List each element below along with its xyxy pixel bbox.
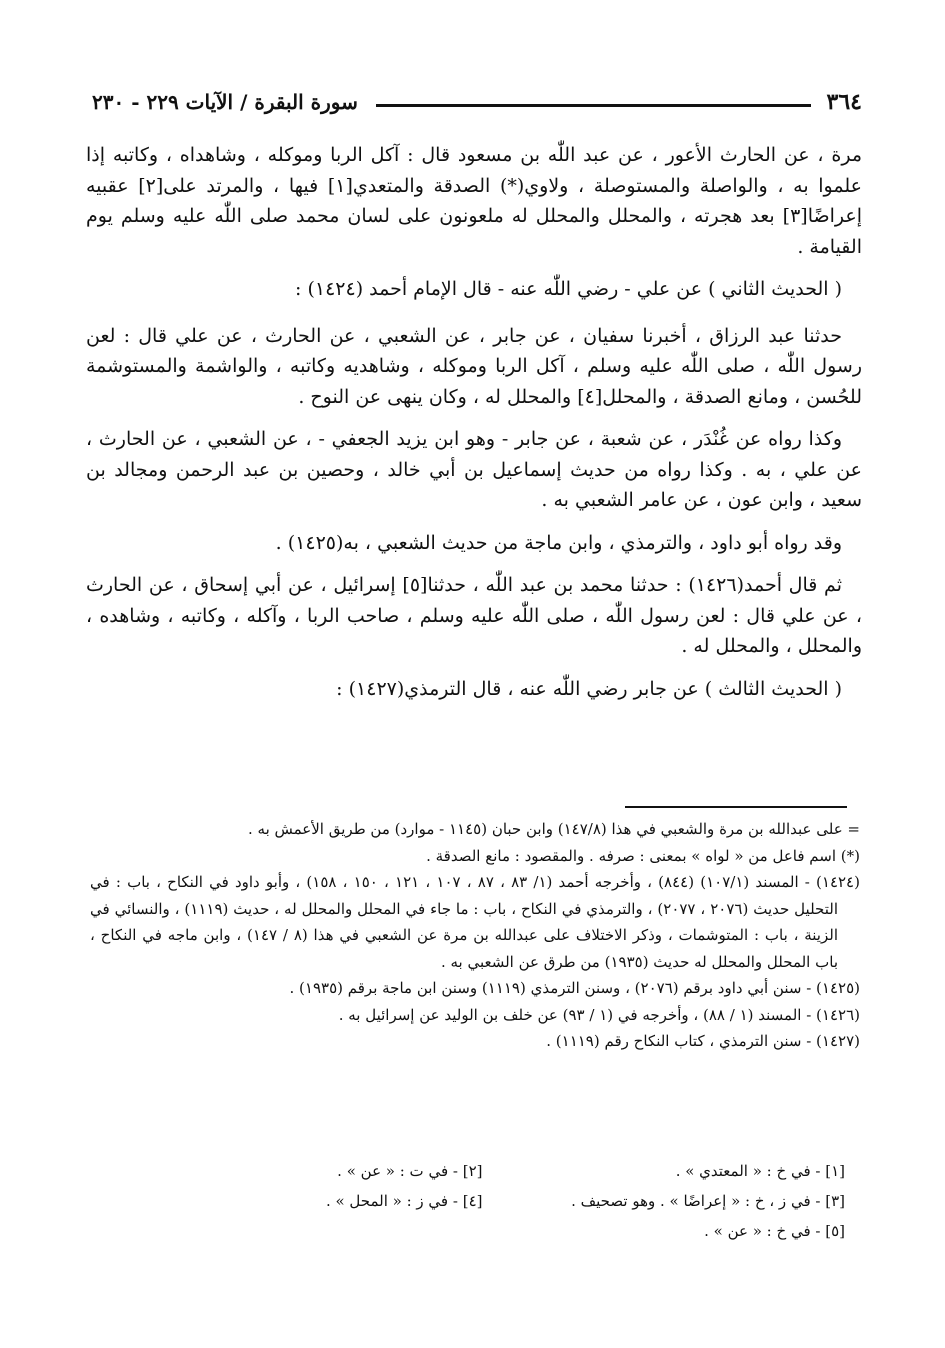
variant-row — [120, 1186, 845, 1216]
variant-note: [٤] - في ز : « المحل » . — [325, 1192, 483, 1210]
variant-row — [120, 1216, 845, 1246]
footnote-rule — [625, 806, 847, 808]
variant-note: [١] - في خ : « المعتدي » . — [675, 1162, 845, 1180]
running-header — [92, 84, 862, 120]
paragraph-narrators: وقد رواه أبو داود ، والترمذي ، وابن ماجة من حديث الشعبي ، به(١٤٢٥) . — [275, 531, 842, 554]
page-number: ٣٦٤ — [826, 89, 862, 115]
main-text — [86, 140, 862, 720]
paragraph-hadith-2: حدثنا عبد الرزاق ، أخبرنا سفيان ، عن جابر ، عن الشعبي ، عن الحارث ، عن علي قال : لعن رسول اللّٰه ، صلى اللّٰه عليه وسلم ، آكل الربا وموكله ، وشاهديه وكاتبه ، والواشمة والمستوشمة للحُسن ، ومانع الصدقة ، والمحلل[٤] والمحلل له ، وكان ينهى عن النوح . — [86, 324, 862, 408]
footnote: (١٤٢٤) - المسند (١٠٧/١) (٨٤٤) ، وأخرجه أحمد (١/ ٨٣ ، ٨٧ ، ١٠٧ ، ١٢١ ، ١٥٠ ، ١٥٨) ، وأبو داود في النكاح ، باب : في التحليل حديث (٢٠٧٦ ، ٢٠٧٧) ، والترمذي في النكاح ، باب : ما جاء في المحلل والمحلل له ، حديث (١١١٩) ، والنسائي في الزينة ، باب : المتوشمات ، وذكر الاختلاف على عبدالله بن مرة عن الشعبي في هذا (٨ / ١٤٧) ، وابن ماجه في النكاح ، باب المحلل والمحلل له حديث (١٩٣٥) من طرق عن الشعبي به . — [90, 873, 860, 971]
paragraph-continuation: مرة ، عن الحارث الأعور ، عن عبد اللّٰه بن مسعود قال : آكل الربا وموكله ، وشاهداه ، وكاتبه إذا علموا به ، والواصلة والمستوصلة ، ولاوي(*) الصدقة والمتعدي[١] فيها ، والمرتد على[٢] عقبيه إعراضًا[٣] بعد هجرته ، والمحلل والمحلل له ملعونون على لسان محمد صلى اللّٰه عليه وسلم يوم القيامة . — [86, 144, 862, 258]
footnote: (١٤٢٧) - سنن الترمذي ، كتاب النكاح رقم (١١١٩) . — [546, 1032, 860, 1050]
footnotes — [90, 816, 860, 1055]
footnote: (١٤٢٥) - سنن أبي داود برقم (٢٠٧٦) ، وسنن الترمذي (١١١٩) وسنن ابن ماجة برقم (١٩٣٥) . — [289, 979, 860, 997]
footnote: = على عبدالله بن مرة والشعبي في هذا (١٤٧/٨) وابن حبان (١١٤٥ - موارد) من طريق الأعمش به . — [247, 820, 860, 838]
variant-note: [٢] - في ت : « عن » . — [337, 1162, 483, 1180]
variant-note: [٥] - في خ : « عن » . — [704, 1222, 845, 1240]
paragraph-chain-variants: وكذا رواه عن غُنْدَر ، عن شعبة ، عن جابر - وهو ابن يزيد الجعفي - ، عن الشعبي ، عن الحارث ، عن علي ، به . وكذا رواه من حديث إسماعيل بن أبي خالد ، وحصين بن عبد الرحمن ومجالد بن سعيد ، وابن عون ، عن عامر الشعبي به . — [86, 428, 862, 511]
variant-note — [120, 1216, 483, 1246]
header-rule — [376, 104, 811, 107]
hadith-heading-third: ( الحديث الثالث ) عن جابر رضي اللّٰه عنه ، قال الترمذي(١٤٢٧) : — [336, 677, 842, 700]
surah-title: سورة البقرة / الآيات ٢٢٩ - ٢٣٠ — [92, 90, 358, 114]
hadith-heading-second: ( الحديث الثاني ) عن علي - رضي اللّٰه عنه - قال الإمام أحمد (١٤٢٤) : — [295, 278, 842, 300]
footnote: (*) اسم فاعل من « لواه » بمعنى : صرفه . والمقصود : مانع الصدقة . — [426, 846, 860, 865]
footnote: (١٤٢٦) - المسند (١ / ٨٨) ، وأخرجه في (١ / ٩٣) عن خلف بن الوليد عن إسرائيل به . — [338, 1005, 860, 1024]
paragraph-ahmad: ثم قال أحمد(١٤٢٦) : حدثنا محمد بن عبد اللّٰه ، حدثنا[٥] إسرائيل ، عن أبي إسحاق ، عن الحارث ، عن علي قال : لعن رسول اللّٰه ، صلى اللّٰه عليه وسلم ، صاحب الربا ، وآكله ، وكاتبه ، وشاهده ، والمحلل ، والمحلل له . — [86, 574, 862, 657]
variant-note: [٣] - في ز ، خ : « إعراضًا » . وهو تصحيف . — [571, 1192, 845, 1210]
variant-row — [120, 1156, 845, 1186]
manuscript-variants — [120, 1156, 845, 1246]
